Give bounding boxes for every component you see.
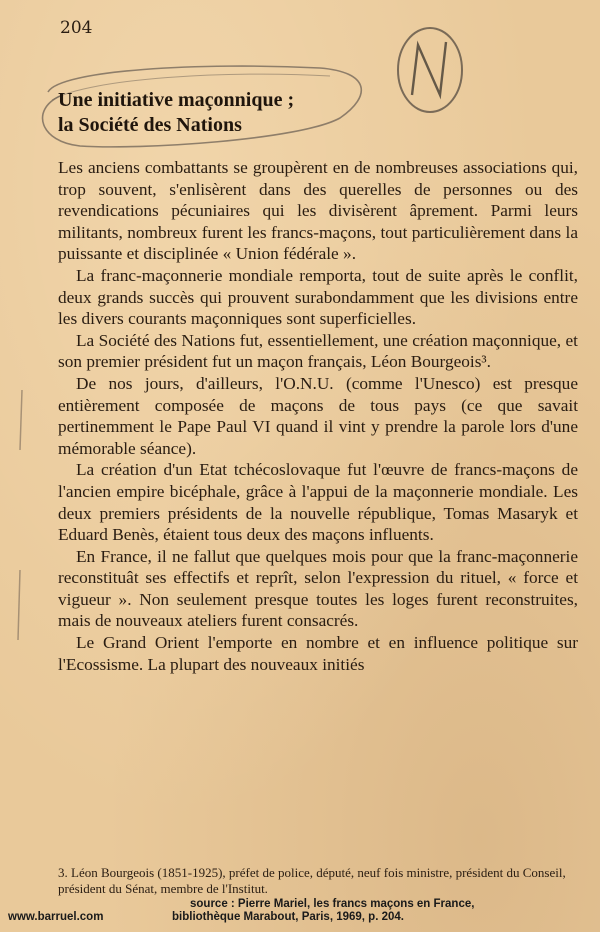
heading-line-2: la Société des Nations bbox=[58, 114, 242, 136]
paragraph-3: La Société des Nations fut, essentiellement, une création maçonnique, et son premier président fut un maçon français, Léon Bourgeois³. bbox=[58, 330, 578, 372]
pencil-scribble-mark bbox=[412, 42, 446, 95]
page-number: 204 bbox=[60, 18, 93, 38]
paragraph-2: La franc-maçonnerie mondiale remporta, tout de suite après le conflit, deux grands succès qui prouvent surabondamment que les divisions entre les divers courants maçonniques sont superficielles. bbox=[58, 265, 578, 329]
body-text bbox=[58, 157, 578, 675]
paragraph-6: En France, il ne fallut que quelques mois pour que la franc-maçonnerie reconstituât ses effectifs et reprît, selon l'expression du rituel, « force et vigueur ». Non seulement presque toutes les loges furent reconstruites, mais de nouveaux ateliers furent consacrés. bbox=[58, 546, 578, 631]
heading-line-1: Une initiative maçonnique ; bbox=[58, 89, 295, 111]
paragraph-4: De nos jours, d'ailleurs, l'O.N.U. (comme l'Unesco) est presque entièrement composée de maçons de tous pays (ce que savait pertinemment le Pape Paul VI quand il vint y prendre la parole lors d'une mémorable séance). bbox=[58, 373, 578, 458]
paragraph-5: La création d'un Etat tchécoslovaque fut l'œuvre de francs-maçons de l'ancien empire bicéphale, grâce à l'appui de la maçonnerie mondiale. Les deux premiers présidents de la nouvelle république, Tomas Masaryk et Eduard Benès, étaient tous deux des maçons influents. bbox=[58, 460, 578, 545]
site-url: www.barruel.com bbox=[8, 911, 104, 923]
margin-pencil-marks bbox=[0, 380, 60, 760]
paragraph-7: Le Grand Orient l'emporte en nombre et en influence politique sur l'Ecossisme. La plupart des nouveaux initiés bbox=[58, 633, 578, 674]
source-line-2: bibliothèque Marabout, Paris, 1969, p. 204. bbox=[172, 911, 404, 923]
paragraph-1: Les anciens combattants se groupèrent en de nombreuses associations qui, trop souvent, s'enlisèrent dans des querelles de personnes ou des revendications pécuniaires qui les divisèrent âprement. Parmi leurs militants, nombreux furent les francs-maçons, tout particulièrement dans la puissante et disciplinée « Union fédérale ». bbox=[58, 158, 578, 264]
source-line-1: source : Pierre Mariel, les francs maçons en France, bbox=[190, 898, 475, 910]
footnote-text: 3. Léon Bourgeois (1851-1925), préfet de police, député, neuf fois ministre, président du Conseil, président du Sénat, membre de l'Institut. bbox=[58, 865, 566, 896]
pencil-circle-mark bbox=[398, 28, 462, 112]
section-heading bbox=[58, 88, 294, 138]
footnote bbox=[58, 865, 578, 897]
